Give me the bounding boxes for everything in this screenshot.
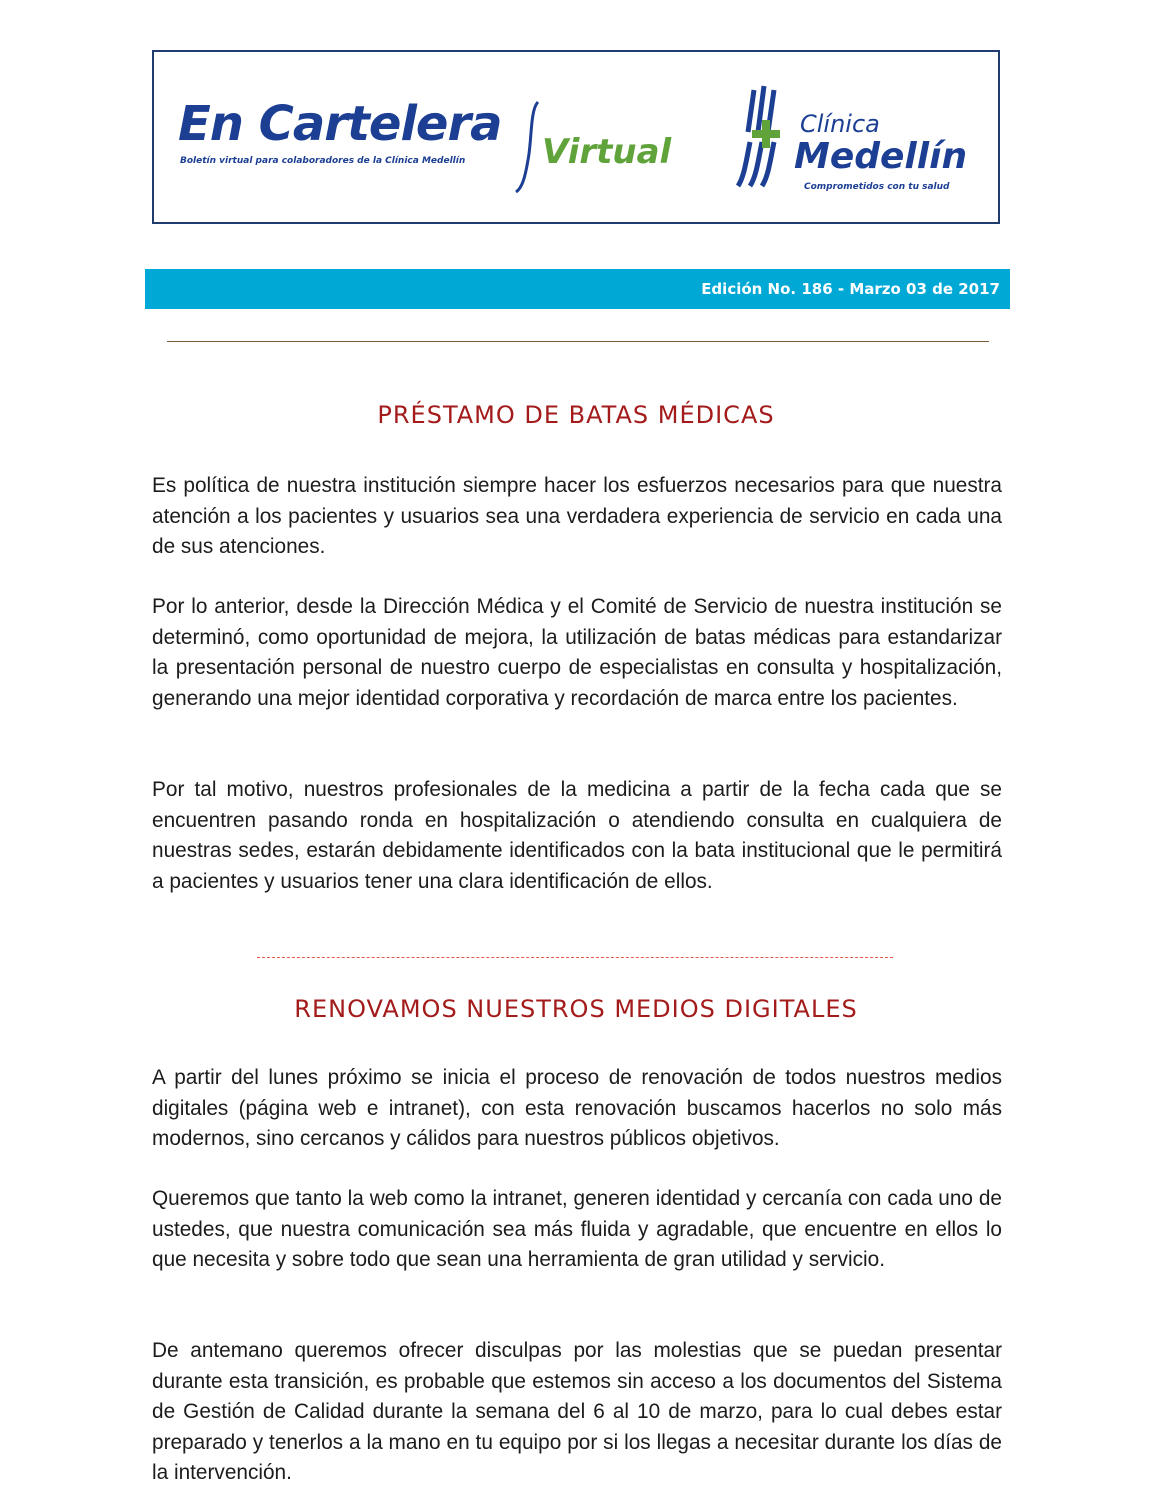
section-paragraph: De antemano queremos ofrecer disculpas por las molestias que se puedan presentar durante esta transición, es probable que estemos sin acceso a los documentos del Sistema de Gestión de Calidad durante la semana del 6 al 10 de marzo, para lo cual debes estar preparado y tenerlos a la mano en tu equipo por si los llegas a necesitar durante los días de la intervención. xyxy=(152,1339,1002,1485)
clinic-name-line2: Medellín xyxy=(794,136,968,177)
section-paragraph: Por tal motivo, nuestros profesionales de la medicina a partir de la fecha cada que se encuentren pasando ronda en hospitalización o atendiendo consulta en cualquiera de nuestras sedes, estarán debidamente identificados con la bata institucional que le permitirá a pacientes y usuarios tener una clara identificación de ellos. xyxy=(152,778,1002,893)
section-paragraph: Es política de nuestra institución siempre hacer los esfuerzos necesarios para que nuestra atención a los pacientes y usuarios sea una verdadera experiencia de servicio en cada una de sus atenciones. xyxy=(152,474,1002,559)
section-paragraph: A partir del lunes próximo se inicia el proceso de renovación de todos nuestros medios digitales (página web e intranet), con esta renovación buscamos hacerlos no solo más modernos, sino cercanos y cálidos para nuestros públicos objetivos. xyxy=(152,1066,1002,1151)
newsletter-tagline: Boletín virtual para colaboradores de la Clínica Medellín xyxy=(180,156,466,166)
section-paragraph: Queremos que tanto la web como la intranet, generen identidad y cercanía con cada uno de ustedes, que nuestra comunicación sea más fluida y agradable, que encuentre en ellos lo que necesita y sobre todo que sean una herramienta de gran utilidad y servicio. xyxy=(152,1187,1002,1272)
newsletter-title: En Cartelera xyxy=(178,96,502,152)
header-divider xyxy=(167,341,989,342)
clinic-name-line1: Clínica xyxy=(800,110,880,138)
section-paragraph: Por lo anterior, desde la Dirección Médica y el Comité de Servicio de nuestra institución se determinó, como oportunidad de mejora, la utilización de batas médicas para estandarizar la presentación personal de nuestro cuerpo de especialistas en consulta y hospitalización, generando una mejor identidad corporativa y recordación de marca entre los pacientes. xyxy=(152,595,1002,710)
edition-bar xyxy=(145,269,1010,309)
section-divider xyxy=(257,957,893,958)
clinic-tagline: Comprometidos con tu salud xyxy=(804,182,950,192)
clinic-logo-icon xyxy=(736,82,796,192)
newsletter-header xyxy=(152,50,1000,224)
brand-slash-icon xyxy=(514,100,544,194)
section-title: PRÉSTAMO DE BATAS MÉDICAS xyxy=(377,401,775,429)
edition-label: Edición No. 186 - Marzo 03 de 2017 xyxy=(701,280,1000,298)
section-title: RENOVAMOS NUESTROS MEDIOS DIGITALES xyxy=(294,995,858,1023)
newsletter-virtual-label: Virtual xyxy=(542,132,672,172)
